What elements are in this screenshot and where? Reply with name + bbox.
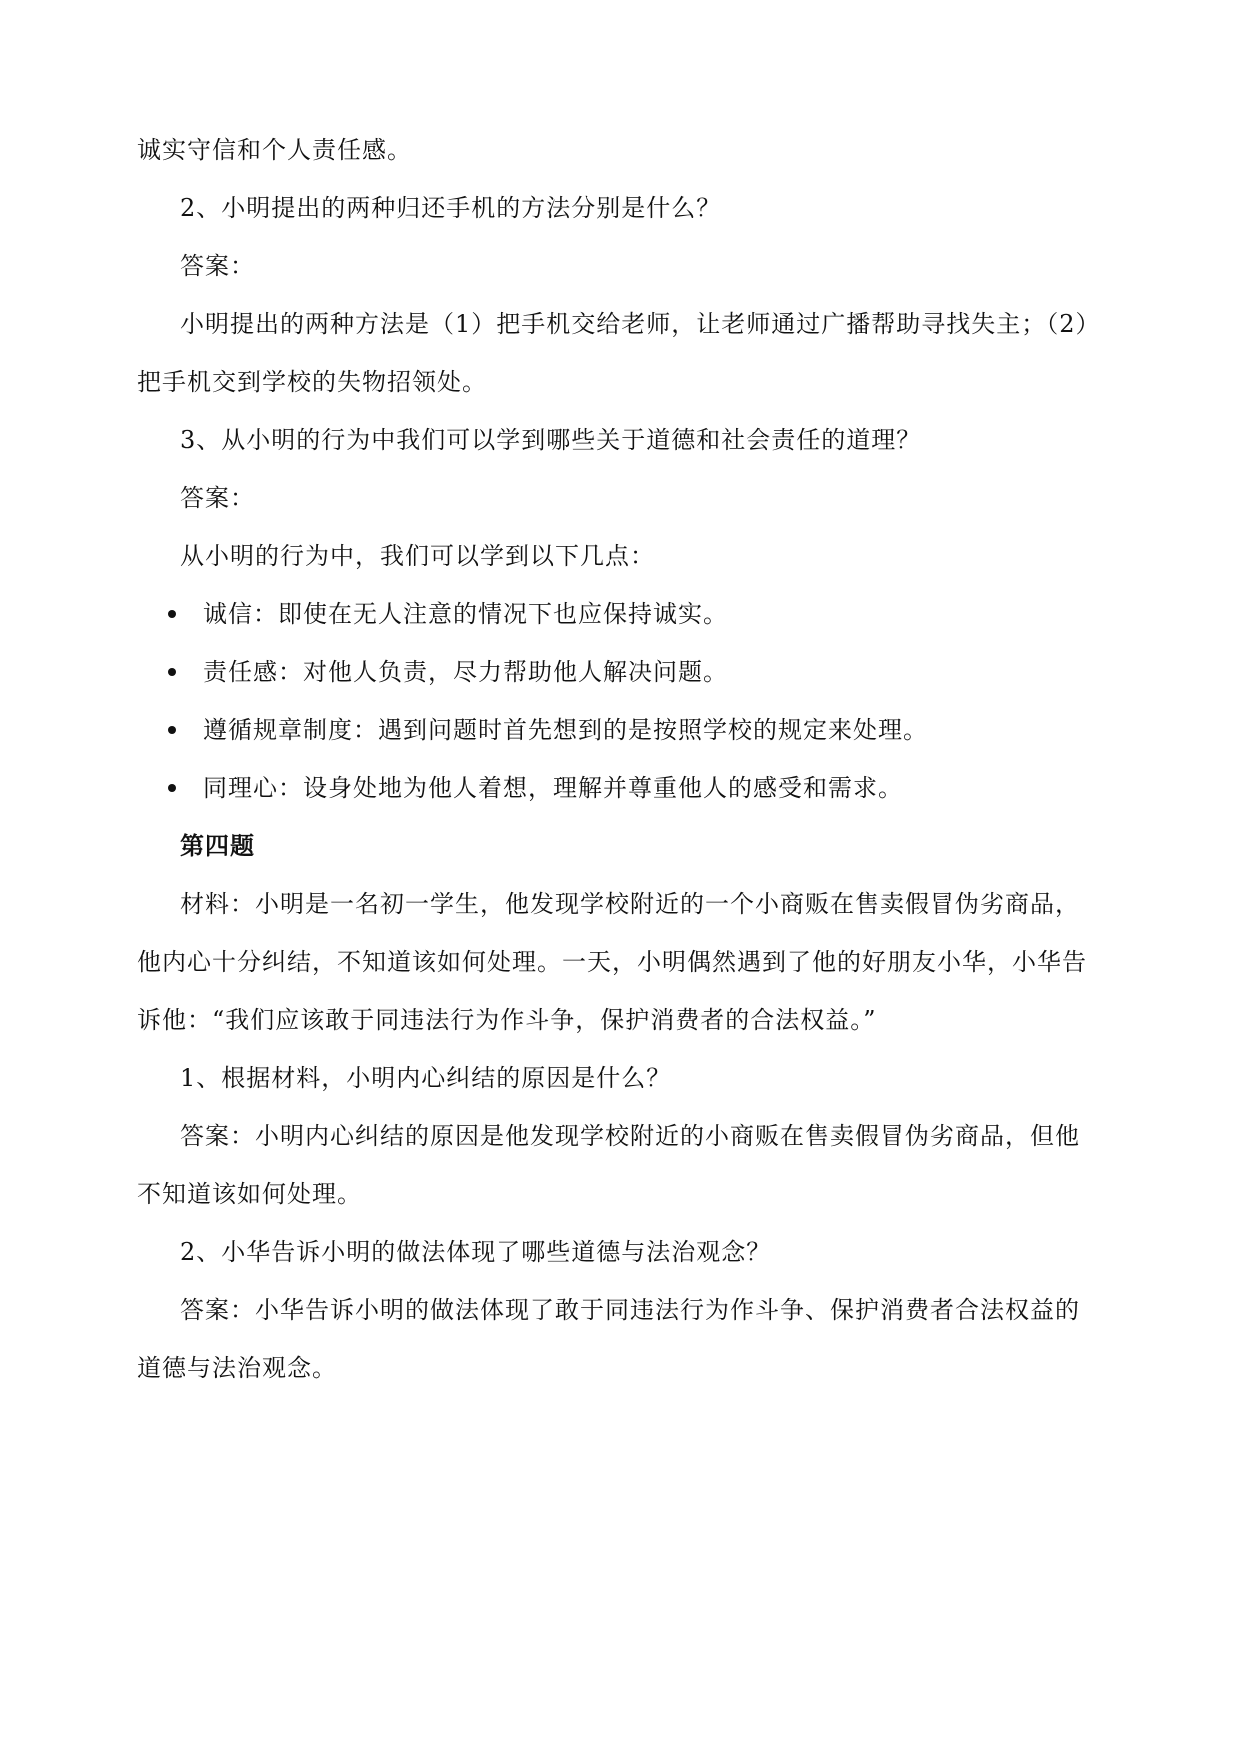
paragraph-line: 道德与法治观念。 bbox=[137, 1354, 337, 1382]
list-item-text: 诚信：即使在无人注意的情况下也应保持诚实。 bbox=[203, 600, 728, 628]
list-item-text: 遵循规章制度：遇到问题时首先想到的是按照学校的规定来处理。 bbox=[203, 716, 928, 744]
list-item-text: 责任感：对他人负责，尽力帮助他人解决问题。 bbox=[203, 658, 728, 686]
bullet-icon bbox=[168, 726, 176, 734]
paragraph-line: 小明提出的两种方法是（1）把手机交给老师，让老师通过广播帮助寻找失主；（2） bbox=[180, 310, 1101, 338]
question-line: 2、小明提出的两种归还手机的方法分别是什么？ bbox=[180, 194, 722, 222]
paragraph-line: 从小明的行为中，我们可以学到以下几点： bbox=[180, 542, 655, 570]
paragraph-line: 不知道该如何处理。 bbox=[137, 1180, 362, 1208]
section-heading: 第四题 bbox=[180, 831, 255, 860]
answer-label: 答案： bbox=[180, 484, 255, 512]
paragraph-line: 答案：小明内心纠结的原因是他发现学校附近的小商贩在售卖假冒伪劣商品，但他 bbox=[180, 1122, 1080, 1150]
list-item-text: 同理心：设身处地为他人着想，理解并尊重他人的感受和需求。 bbox=[203, 774, 903, 802]
paragraph-line: 诉他：“我们应该敢于同违法行为作斗争，保护消费者的合法权益。” bbox=[137, 1006, 877, 1034]
paragraph-line: 他内心十分纠结，不知道该如何处理。一天，小明偶然遇到了他的好朋友小华，小华告 bbox=[137, 948, 1087, 976]
paragraph-line: 诚实守信和个人责任感。 bbox=[137, 136, 412, 164]
paragraph-line: 把手机交到学校的失物招领处。 bbox=[137, 368, 487, 396]
bullet-icon bbox=[168, 668, 176, 676]
bullet-icon bbox=[168, 784, 176, 792]
question-line: 2、小华告诉小明的做法体现了哪些道德与法治观念？ bbox=[180, 1238, 772, 1266]
question-line: 1、根据材料，小明内心纠结的原因是什么？ bbox=[180, 1064, 672, 1092]
bullet-icon bbox=[168, 610, 176, 618]
answer-label: 答案： bbox=[180, 252, 255, 280]
paragraph-line: 材料：小明是一名初一学生，他发现学校附近的一个小商贩在售卖假冒伪劣商品， bbox=[180, 890, 1080, 918]
question-line: 3、从小明的行为中我们可以学到哪些关于道德和社会责任的道理？ bbox=[180, 426, 922, 454]
paragraph-line: 答案：小华告诉小明的做法体现了敢于同违法行为作斗争、保护消费者合法权益的 bbox=[180, 1296, 1080, 1324]
